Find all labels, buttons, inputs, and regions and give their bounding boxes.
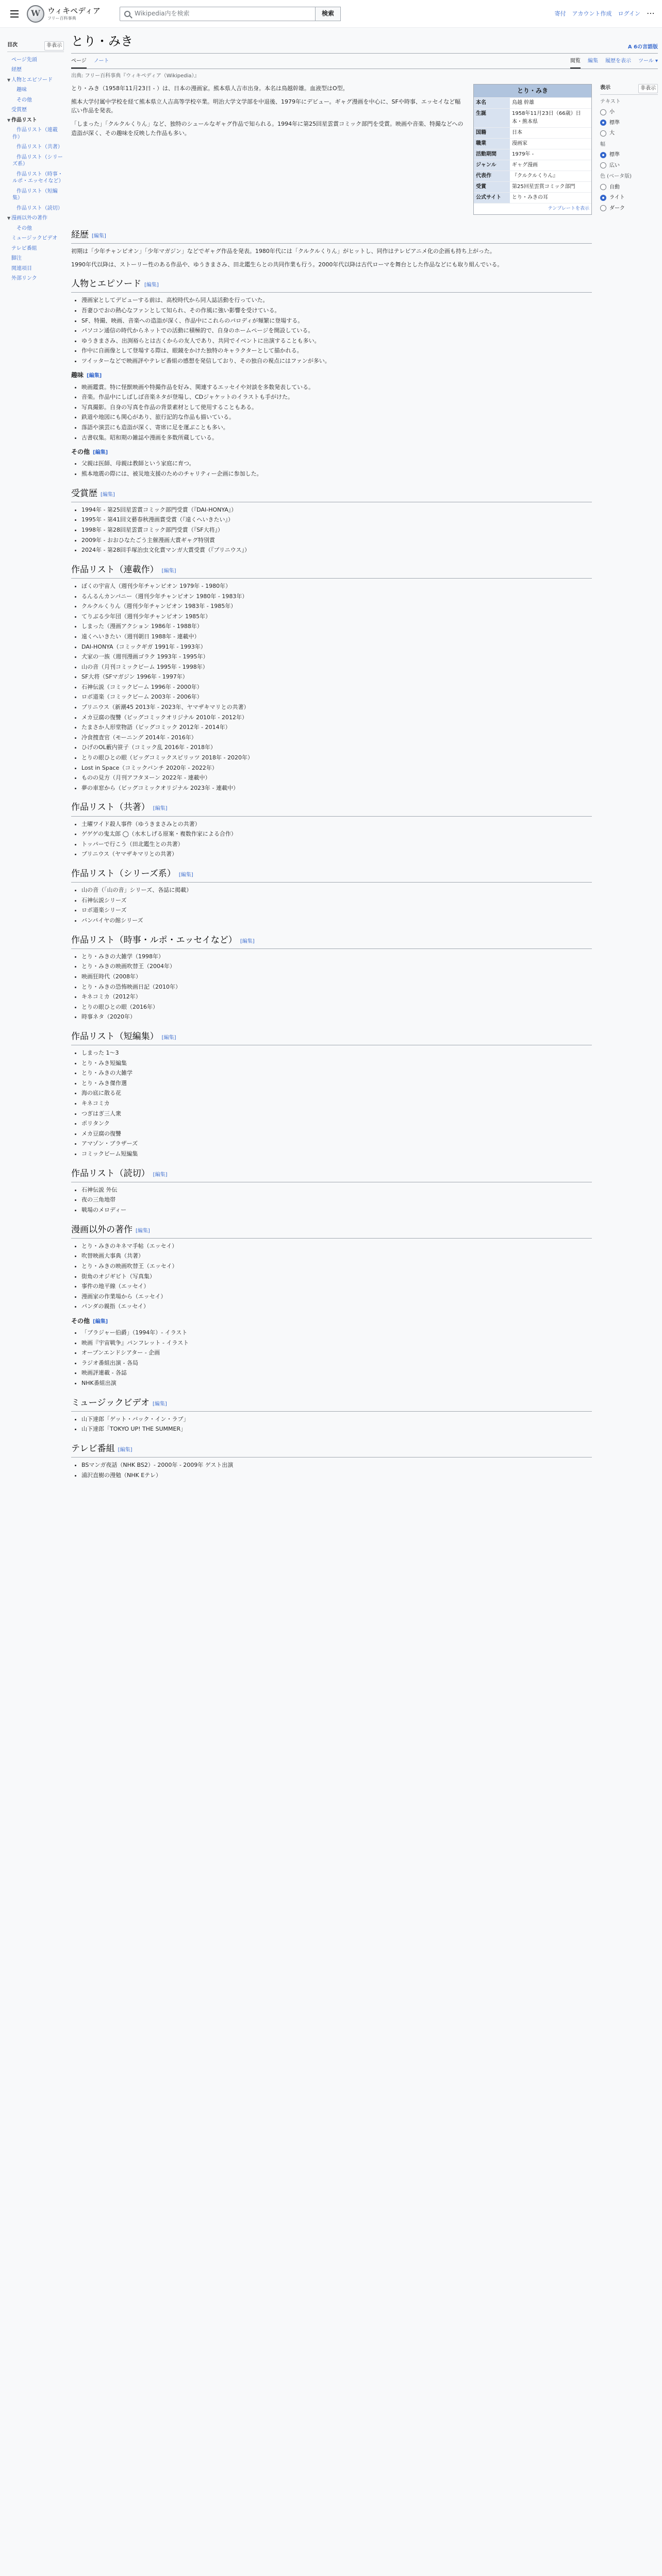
toc-item[interactable]	[7, 213, 64, 224]
list-item: • たまさか人形堂物語（ビッグコミック 2012年 - 2014年）	[81, 723, 592, 732]
list-item: • とりの眼ひとの眼（ビッグコミックスピリッツ 2018年 - 2020年）	[81, 753, 592, 762]
toc-item-label: ページ先頭	[11, 57, 37, 63]
tab-tools[interactable]: ツール ▾	[638, 58, 658, 64]
list-item: • オープンエンドシアター - 企画	[81, 1348, 592, 1358]
list-item: • ラジオ番組出演 - 各局	[81, 1359, 592, 1368]
site-tagline: 出典: フリー百科事典『ウィキペディア（Wikipedia）』	[71, 73, 200, 79]
radio-label: 標準	[609, 120, 620, 126]
list-item: • プリニウス（新潮45 2013年 - 2023年、ヤマザキマリとの共著）	[81, 703, 592, 712]
infobox-key: 代表作	[474, 171, 510, 181]
list-item: • 街角のオジギビト（写真集）	[81, 1272, 592, 1281]
radio-option[interactable]	[600, 194, 658, 202]
radio-label: 自動	[609, 184, 620, 190]
toc-item-label: 作品リスト	[11, 117, 37, 123]
section-title: 作品リスト（連載作）	[71, 564, 159, 575]
list-item: • 石神伝説 外伝	[81, 1185, 592, 1195]
toc-item[interactable]	[7, 65, 64, 75]
section-title: 人物とエピソード	[71, 279, 141, 290]
section-title: 作品リスト（読切）	[71, 1168, 150, 1179]
radio-button-icon	[600, 195, 606, 201]
list-item: • 音楽。作品中にしばしば音楽ネタが登場し、CDジャケットのイラストも手がけた。	[81, 393, 592, 402]
list-item: • メカ豆腐の復讐	[81, 1129, 592, 1139]
toc-item-label: 受賞歴	[11, 107, 27, 113]
search-button[interactable]: 検索	[316, 7, 341, 21]
user-links	[555, 7, 655, 20]
search-icon	[124, 11, 130, 17]
section-heading	[71, 1396, 592, 1412]
tab-edit[interactable]: 編集	[588, 58, 598, 64]
infobox-row	[474, 181, 591, 192]
toc-item[interactable]	[7, 55, 64, 65]
toc-item-label: 作品リスト（読切）	[16, 205, 63, 211]
edit-section-link[interactable]: [編集]	[240, 938, 255, 944]
infobox-row	[474, 108, 591, 127]
list-item: • 作中に自画像として登場する際は、眼鏡をかけた独特のキャラクターとして描かれる。	[81, 346, 592, 355]
list-item: • ものの見方（月刊アフタヌーン 2022年 - 連載中）	[81, 773, 592, 783]
section-list	[71, 383, 592, 443]
list-item: • 漫画家としてデビューする前は、高校時代から同人誌活動を行っていた。	[81, 296, 592, 305]
list-item: • 写真撮影。自身の写真を作品の背景素材として使用することもある。	[81, 403, 592, 412]
section-title: 受賞歴	[71, 488, 97, 499]
toc-item[interactable]	[7, 233, 64, 244]
donate-link[interactable]: 寄付	[554, 10, 566, 17]
caret-down-icon: ▼	[7, 117, 11, 123]
list-item: • 映画『宇宙戦争』パンフレット - イラスト	[81, 1338, 592, 1348]
section-heading	[71, 1316, 592, 1326]
toc-item-label: その他	[16, 225, 32, 231]
infobox-template-link[interactable]: テンプレートを表示	[548, 206, 589, 212]
list-item: • るんるんカンパニー（週刊少年チャンピオン 1980年 - 1983年）	[81, 592, 592, 601]
infobox-value: 漫画家	[510, 139, 591, 149]
list-item: • とり・みき短編集	[81, 1059, 592, 1068]
infobox-value: 鳥越 幹雄	[510, 98, 591, 108]
list-item: • 1995年 - 第41回文藝春秋漫画賞受賞（『遠くへいきたい』）	[81, 515, 592, 524]
list-item: • とり・みきの大雑学（1998年）	[81, 952, 592, 961]
radio-button-icon	[600, 162, 606, 168]
page-tabs	[71, 56, 658, 69]
edit-section-link[interactable]: [編集]	[93, 1318, 108, 1325]
radio-label: 広い	[609, 162, 620, 168]
section-title: 作品リスト（シリーズ系）	[71, 868, 176, 879]
list-item: • しまった 1～3	[81, 1048, 592, 1058]
section-title: その他	[71, 448, 90, 456]
radio-option[interactable]	[600, 183, 658, 192]
infobox-value: 1958年11月23日（66歳）日本・熊本県	[510, 109, 591, 127]
tab-history[interactable]: 履歴を表示	[605, 58, 631, 64]
radio-label: ダーク	[609, 205, 625, 211]
infobox-value: ギャグ漫画	[510, 160, 591, 171]
section-heading	[71, 447, 592, 457]
list-item: • パンダの親指（エッセイ）	[81, 1302, 592, 1311]
section-list	[71, 1328, 592, 1388]
radio-button-icon	[600, 152, 606, 158]
section-heading	[71, 867, 592, 883]
list-item: • NHK番組出演	[81, 1379, 592, 1388]
appearance-panel	[592, 84, 658, 1484]
infobox-value: 1979年 -	[510, 149, 591, 160]
list-item: • 鉄道や地図にも関心があり、旅行記的な作品も描いている。	[81, 413, 592, 422]
infobox-key: 本名	[474, 98, 510, 108]
section-list	[71, 1185, 592, 1215]
list-item: • キネコミカ（2012年）	[81, 992, 592, 1002]
infobox-row	[474, 160, 591, 171]
list-item: • SF、特撮、映画、音楽への造詣が深く、作品中にこれらのパロディが頻繁に登場する。	[81, 316, 592, 326]
infobox-value: 日本	[510, 128, 591, 138]
search-placeholder: Wikipedia内を検索	[135, 10, 190, 18]
infobox-key: 国籍	[474, 128, 510, 138]
infobox-key: 活動期間	[474, 149, 510, 160]
toc-item-label: その他	[16, 97, 32, 103]
toc-title: 目次	[7, 42, 18, 48]
toc-item-label: 漫画以外の著作	[11, 215, 47, 221]
list-item: • とり・みきの恐怖映画日記（2010年）	[81, 982, 592, 992]
infobox-row	[474, 149, 591, 160]
list-item: • ゲゲゲの鬼太郎 ◯（水木しげる原案・複数作家による合作）	[81, 829, 592, 839]
list-item: • パソコン通信の時代からネットでの活動に積極的で、自身のホームページを開設している。	[81, 326, 592, 335]
section-title: 経歴	[71, 229, 89, 240]
list-item: • 時事ネタ（2020年）	[81, 1012, 592, 1022]
content	[64, 28, 658, 1489]
lead-paragraph: 熊本大学付属中学校を経て熊本県立人吉高等学校卒業。明治大学文学部を中退後、1979年にデビュー。ギャグ漫画を中心に、SFや時事、エッセイなど幅広い作品を発表。	[71, 98, 461, 114]
tab-read[interactable]: 閲覧	[570, 56, 581, 69]
edit-section-link[interactable]: [編集]	[153, 806, 168, 812]
list-item: • 漫画家の作業場から（エッセイ）	[81, 1292, 592, 1301]
section-paragraph: 初期は「少年チャンピオン」「少年マガジン」などでギャグ作品を発表。1980年代には「クルクルくりん」がヒットし、同作はテレビアニメ化の企画も持ち上がった。	[71, 247, 495, 255]
list-item: • 山の音（月刊コミックビーム 1995年 - 1998年）	[81, 663, 592, 672]
list-item: • 2024年 - 第28回手塚治虫文化賞マンガ大賞受賞（『プリニウス』）	[81, 546, 592, 555]
list-item: • トッパーで行こう（田北鑑生との共著）	[81, 840, 592, 849]
list-item: • つぎはぎ三人衆	[81, 1109, 592, 1118]
toc-item[interactable]	[7, 85, 64, 95]
section-heading	[71, 801, 592, 816]
list-item: • 土曜ワイド殺人事件（ゆうきまさみとの共著）	[81, 820, 592, 829]
list-item: • 犬家の一族（週刊漫画ゴラク 1993年 - 1995年）	[81, 652, 592, 662]
list-item: • 1998年 - 第28回星雲賞コミック部門受賞（『SF大将』）	[81, 526, 592, 535]
toc-item-label: 脚注	[11, 256, 22, 261]
edit-section-link[interactable]: [編集]	[93, 450, 108, 456]
infobox-row	[474, 138, 591, 149]
radio-button-icon	[600, 205, 606, 211]
infobox-row	[474, 97, 591, 108]
appearance-hide-button[interactable]: 非表示	[638, 84, 658, 93]
section-list	[71, 459, 592, 478]
logo-subtitle: フリー百科事典	[47, 15, 76, 21]
toc-hide-button[interactable]: 非表示	[44, 41, 64, 50]
edit-section-link[interactable]: [編集]	[144, 282, 159, 289]
list-item: • ツイッターなどで映画評やテレビ番組の感想を発信しており、その独自の視点にはファンが多い。	[81, 357, 592, 366]
toc-item-label: テレビ番組	[11, 245, 37, 251]
list-item: • 山下達郎「TOKYO UP! THE SUMMER」	[81, 1425, 592, 1434]
main-menu-button[interactable]	[7, 7, 22, 21]
infobox-key: 受賞	[474, 182, 510, 192]
toc-item-label: 作品リスト（時事・ルポ・エッセイなど）	[12, 171, 64, 184]
edit-section-link[interactable]: [編集]	[118, 1447, 133, 1453]
list-item: • Lost in Space（コミックバンチ 2020年 - 2022年）	[81, 764, 592, 773]
infobox-value: とり・みきの耳	[510, 193, 591, 203]
list-item: • 浦沢直樹の漫勉（NHK Eテレ）	[81, 1471, 592, 1480]
tab-page[interactable]: ページ	[71, 56, 87, 69]
edit-section-link[interactable]: [編集]	[136, 1228, 150, 1234]
list-item: • 熊本地震の際には、被災地支援のためのチャリティー企画に参加した。	[81, 469, 592, 479]
list-item: • 父親は医師、母親は教師という家庭に育つ。	[81, 459, 592, 468]
section-list	[71, 582, 592, 792]
caret-down-icon: ▼	[7, 216, 11, 221]
radio-label: 大	[609, 130, 615, 137]
infobox-row	[474, 192, 591, 203]
tab-talk[interactable]: ノート	[93, 58, 109, 64]
toc-item[interactable]	[7, 125, 64, 142]
section-heading	[71, 487, 592, 502]
section-title: その他	[71, 1317, 90, 1325]
section-paragraph: 1990年代以降は、ストーリー性のある作品や、ゆうきまさみ、田北鑑生らとの共同作業も行う。2000年代以降は古代ローマを舞台とした作品などにも取り組んでいる。	[71, 261, 503, 268]
text-size-heading: テキスト	[600, 98, 621, 105]
toc-item-label: 趣味	[16, 87, 27, 93]
edit-section-link[interactable]: [編集]	[161, 1035, 176, 1041]
toc-item-label: 作品リスト（短編集）	[12, 188, 58, 201]
radio-option[interactable]	[600, 205, 658, 213]
infobox-key: ジャンル	[474, 160, 510, 171]
list-item: • しまった（漫画アクション 1986年 - 1988年）	[81, 622, 592, 631]
section-heading	[71, 1442, 592, 1458]
radio-option[interactable]	[600, 108, 658, 116]
site-header	[0, 0, 662, 28]
radio-option[interactable]	[600, 151, 658, 159]
infobox-title: とり・みき	[474, 84, 591, 97]
list-item: • コミックビーム短編集	[81, 1149, 592, 1159]
list-item: • ポリタンク	[81, 1119, 592, 1128]
lead-paragraph: とり・みき（1958年11月23日 - ）は、日本の漫画家。熊本県人吉市出身。本名は鳥越幹雄。血液型はO型。	[71, 85, 349, 92]
radio-option[interactable]	[600, 129, 658, 138]
list-item: • 映画狂時代（2008年）	[81, 972, 592, 981]
infobox-value: 『クルクルくりん』	[510, 171, 591, 181]
section-title: 作品リスト（時事・ルポ・エッセイなど）	[71, 935, 237, 945]
list-item: • 夜の三角地帯	[81, 1195, 592, 1205]
list-item: • 吾妻ひでおの熱心なファンとして知られ、その作風に強い影響を受けている。	[81, 306, 592, 315]
caret-down-icon: ▼	[7, 77, 11, 82]
list-item: • ロボ道楽シリーズ	[81, 906, 592, 915]
list-item: • ぼくの宇宙人（週刊少年チャンピオン 1979年 - 1980年）	[81, 582, 592, 591]
list-item: • SF大将（SFマガジン 1996年 - 1997年）	[81, 672, 592, 682]
list-item: • とり・みきの映画吹替王（2004年）	[81, 962, 592, 971]
list-item: • バンパイヤの館シリーズ	[81, 916, 592, 925]
edit-section-link[interactable]: [編集]	[178, 872, 193, 878]
toc-item[interactable]	[7, 152, 64, 170]
radio-button-icon	[600, 120, 606, 126]
toc-item-label: 作品リスト（連載作）	[12, 127, 58, 140]
list-item: • 「ブラジャー伯爵」（1994年）- イラスト	[81, 1328, 592, 1337]
radio-button-icon	[600, 109, 606, 115]
toc-item[interactable]	[7, 115, 64, 126]
ellipsis-icon[interactable]: ⋯	[647, 8, 655, 19]
section-title: 作品リスト（短編集）	[71, 1031, 159, 1042]
toc-item[interactable]	[7, 170, 64, 187]
radio-option[interactable]	[600, 119, 658, 127]
list-item: • DAI-HONYA（コミックギガ 1991年 - 1993年）	[81, 642, 592, 652]
section-heading	[71, 934, 592, 949]
toc-item[interactable]	[7, 75, 64, 86]
list-item: • ゆうきまさみ、出渕裕らとは古くからの友人であり、共同でイベントに出演することも多い。	[81, 336, 592, 346]
toc-item-label: 外部リンク	[11, 276, 37, 281]
radio-label: 標準	[609, 152, 620, 158]
toc-item[interactable]	[7, 264, 64, 274]
section-list	[71, 1242, 592, 1311]
edit-section-link[interactable]: [編集]	[92, 233, 106, 239]
list-item: • とり・みきの大雑学	[81, 1069, 592, 1078]
list-item: • 映画評連載 - 各誌	[81, 1368, 592, 1378]
toc-item[interactable]	[7, 274, 64, 284]
main-layout	[0, 28, 662, 1489]
page-title: とり・みき	[71, 34, 133, 48]
list-item: • アマゾン・ブラザーズ	[81, 1139, 592, 1148]
toc-item-label: ミュージックビデオ	[11, 235, 58, 241]
list-item: • 落語や演芸にも造詣が深く、寄席に足を運ぶことも多い。	[81, 423, 592, 432]
toc-item-label: 作品リスト（シリーズ系）	[12, 154, 63, 167]
edit-section-link[interactable]: [編集]	[152, 1401, 167, 1407]
list-item: • キネコミカ	[81, 1099, 592, 1108]
toc-item[interactable]	[7, 253, 64, 264]
list-item: • とり・みきのキネマ手帖（エッセイ）	[81, 1242, 592, 1251]
list-item: • 事件の地平線（エッセイ）	[81, 1282, 592, 1291]
list-item: • ロボ道楽（コミックビーム 2003年 - 2006年）	[81, 692, 592, 702]
create-account-link[interactable]: アカウント作成	[572, 10, 612, 17]
language-button[interactable]: A 6の言語版	[627, 44, 658, 50]
section-list	[71, 1415, 592, 1434]
list-item: • 1994年 - 第25回星雲賞コミック部門受賞（『DAI-HONYA』）	[81, 505, 592, 515]
toc-item[interactable]	[7, 105, 64, 115]
logo-title: ウィキペディア	[47, 6, 101, 16]
section-heading	[71, 228, 592, 244]
section-list	[71, 886, 592, 925]
list-item: • プリニウス（ヤマザキマリとの共著）	[81, 850, 592, 859]
lead-paragraph: 「しまった」「クルクルくりん」など、独特のシュールなギャグ作品で知られる。1994年に第25回星雲賞コミック部門を受賞。映画や音楽、特撮などへの造詣が深く、その趣味を反映した作品も多い。	[71, 120, 464, 137]
article-body	[71, 84, 592, 1484]
infobox	[473, 84, 592, 215]
section-list	[71, 505, 592, 555]
wikipedia-globe-icon: W	[27, 5, 44, 23]
login-link[interactable]: ログイン	[618, 10, 640, 17]
toc-item[interactable]	[7, 142, 64, 152]
toc-item[interactable]	[7, 187, 64, 204]
color-heading: 色 (ベータ版)	[600, 174, 632, 180]
radio-label: 小	[609, 109, 615, 115]
list-item: • 石神伝説シリーズ	[81, 896, 592, 905]
section-heading	[71, 277, 592, 293]
infobox-key: 公式サイト	[474, 193, 510, 203]
radio-option[interactable]	[600, 162, 658, 170]
toc-item-label: 人物とエピソード	[11, 77, 53, 83]
list-item: • 石神伝説（コミックビーム 1996年 - 2000年）	[81, 683, 592, 692]
list-item: • とり・みき傑作選	[81, 1079, 592, 1088]
list-item: • 戦場のメロディー	[81, 1206, 592, 1215]
search-form	[120, 7, 341, 21]
list-item: • メカ豆腐の復讐（ビッグコミックオリジナル 2010年 - 2012年）	[81, 713, 592, 722]
section-heading	[71, 1223, 592, 1239]
infobox-key: 職業	[474, 139, 510, 149]
section-title: 趣味	[71, 371, 84, 379]
width-heading: 幅	[600, 141, 605, 147]
list-item: • クルクルくりん（週刊少年チャンピオン 1983年 - 1985年）	[81, 602, 592, 611]
section-heading	[71, 563, 592, 579]
section-list	[71, 1048, 592, 1159]
toc-item[interactable]	[7, 224, 64, 234]
toc-item[interactable]	[7, 95, 64, 106]
toc-item-label: 関連項目	[11, 265, 32, 272]
toc-item-label: 作品リスト（共著）	[16, 144, 63, 150]
toc-item[interactable]	[7, 204, 64, 214]
list-item: • 山の音（「山の音」シリーズ、各誌に掲載）	[81, 886, 592, 895]
section-list	[71, 820, 592, 859]
list-item: • 冷食捜査官（モーニング 2014年 - 2016年）	[81, 733, 592, 742]
radio-label: ライト	[609, 195, 625, 201]
list-item: • 2009年 - おおひなたごう主催漫画大賞ギャグ特別賞	[81, 536, 592, 545]
section-list	[71, 952, 592, 1022]
list-item: • てりぶる少年団（週刊少年チャンピオン 1985年）	[81, 612, 592, 621]
hamburger-icon	[10, 10, 19, 11]
toc-item-label: 経歴	[11, 67, 22, 73]
list-item: • ひげのOL藪内笹子（コミック乱 2016年 - 2018年）	[81, 743, 592, 752]
list-item: • 吹替映画大事典（共著）	[81, 1251, 592, 1261]
list-item: • 海の底に散る花	[81, 1089, 592, 1098]
list-item: • 映画鑑賞。特に怪獣映画や特撮作品を好み、関連するエッセイや対談を多数発表している。	[81, 383, 592, 392]
appearance-title: 表示	[600, 85, 610, 91]
edit-section-link[interactable]: [編集]	[153, 1172, 168, 1178]
edit-section-link[interactable]: [編集]	[87, 373, 102, 379]
section-title: 漫画以外の著作	[71, 1224, 133, 1235]
infobox-value: 第25回星雲賞コミック部門	[510, 182, 591, 192]
infobox-key: 生誕	[474, 109, 510, 127]
section-heading	[71, 370, 592, 380]
table-of-contents	[7, 28, 64, 1489]
search-input[interactable]	[120, 7, 316, 21]
list-item: • BSマンガ夜話（NHK BS2）- 2000年 - 2009年 ゲスト出演	[81, 1461, 592, 1470]
list-item: • とりの眼ひとの眼（2016年）	[81, 1003, 592, 1012]
list-item: • 山下達郎「ゲット・バック・イン・ラブ」	[81, 1415, 592, 1424]
section-title: ミュージックビデオ	[71, 1397, 150, 1408]
list-item: • 夢の車窓から（ビッグコミックオリジナル 2023年 - 連載中）	[81, 784, 592, 793]
list-item: • とり・みきの映画吹替王（エッセイ）	[81, 1262, 592, 1271]
section-heading	[71, 1030, 592, 1045]
infobox-row	[474, 171, 591, 181]
section-heading	[71, 1167, 592, 1182]
wikipedia-logo[interactable]	[27, 5, 104, 23]
radio-button-icon	[600, 184, 606, 190]
list-item: • 遠くへいきたい（週刊朝日 1988年 - 連載中）	[81, 632, 592, 641]
section-list	[71, 296, 592, 365]
radio-button-icon	[600, 130, 606, 137]
section-list	[71, 1461, 592, 1480]
edit-section-link[interactable]: [編集]	[161, 568, 176, 574]
section-title: 作品リスト（共著）	[71, 802, 150, 813]
edit-section-link[interactable]: [編集]	[101, 492, 115, 498]
list-item: • 古書収集。昭和期の雑誌や漫画を多数所蔵している。	[81, 433, 592, 443]
infobox-row	[474, 127, 591, 138]
toc-item[interactable]	[7, 244, 64, 254]
section-title: テレビ番組	[71, 1444, 115, 1454]
